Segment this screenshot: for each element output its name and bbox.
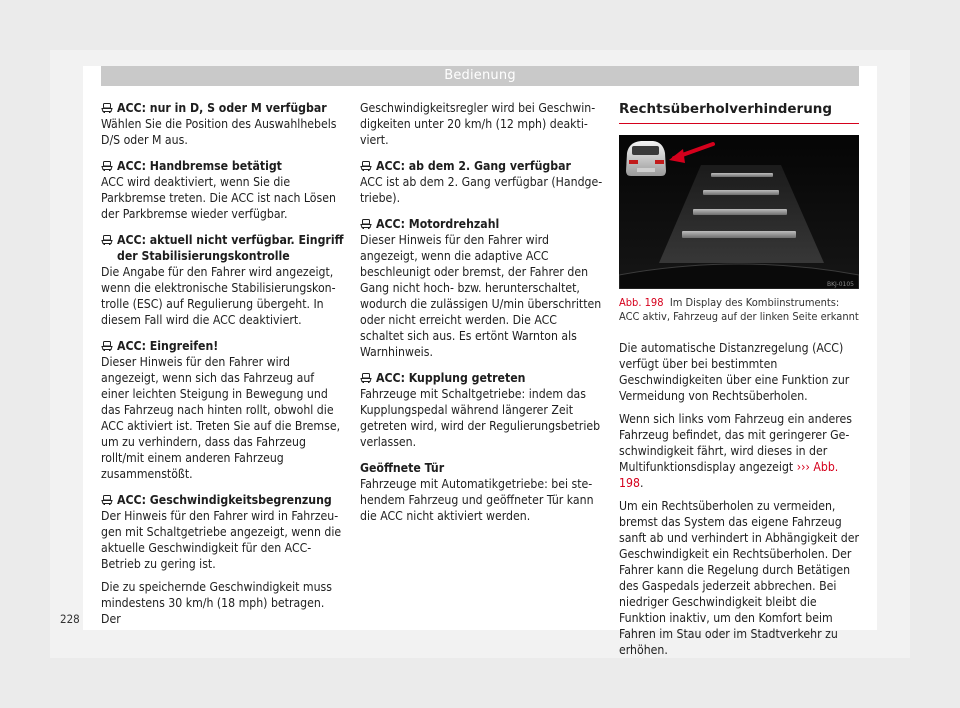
display-warning-icon bbox=[101, 234, 113, 246]
paragraph: Dieser Hinweis für den Fahrer wird angezeigt, wenn sich das Fahrzeug auf einer leichten Steigung in Bewegung und das Fahrzeug nach hinten rollt, obwohl die ACC aktiviert ist. Treten Sie auf die Bremse, um zu verhindern, dass das Fahrzeug rollt/mit einem anderen Fahrzeug zusammenstößt. bbox=[101, 355, 341, 481]
message-heading-text: ACC: Geschwindigkeitsbegrenzung bbox=[117, 493, 332, 507]
instrument-display-illustration bbox=[619, 135, 859, 289]
message-heading bbox=[101, 338, 345, 354]
detected-car-left bbox=[626, 141, 666, 176]
figure-reference-link[interactable]: ››› Abb. 198 bbox=[619, 460, 839, 490]
message-heading-text: ACC: Motordrehzahl bbox=[376, 217, 500, 231]
display-warning-icon bbox=[101, 160, 113, 172]
paragraph-text: Wenn sich links vom Fahrzeug ein anderes Fahrzeug befindet, das mit geringerer Geschwindigkeit fährt, wird dieses in der Multifunktionsdisplay angezeigt bbox=[619, 412, 852, 474]
figure-label: Abb. 198 bbox=[619, 296, 664, 309]
paragraph: Der Hinweis für den Fahrer wird in Fahrzeugen mit Schaltgetriebe angezeigt, wenn die aktuelle Geschwindigkeit für den ACC-Betrieb zu gering ist. bbox=[101, 509, 342, 571]
display-warning-icon bbox=[101, 102, 113, 114]
text-column-3 bbox=[619, 100, 859, 658]
paragraph: Wählen Sie die Position des Auswahlhebels D/S oder M aus. bbox=[101, 117, 337, 147]
paragraph: Die automatische Distanzregelung (ACC) verfügt über bei bestimmten Geschwindigkeiten über eine Funktion zur Vermeidung von Rechtsüberholen. bbox=[619, 341, 850, 403]
message-heading-text: ACC: ab dem 2. Gang verfügbar bbox=[376, 159, 571, 173]
message-heading-text: ACC: Handbremse betätigt bbox=[117, 159, 282, 173]
message-heading bbox=[101, 158, 345, 174]
distance-bar bbox=[682, 231, 796, 238]
paragraph: Fahrzeuge mit Schaltgetriebe: indem das Kupplungspedal während längerer Zeit getreten wird, wird der Regulierungsbetrieb verlassen. bbox=[360, 387, 601, 449]
paragraph: ACC wird deaktiviert, wenn Sie die Parkbremse treten. Die ACC ist nach Lösen der Parkbremse wieder verfügbar. bbox=[101, 175, 336, 221]
page-number: 228 bbox=[60, 612, 80, 626]
figure-code: BKJ-0105 bbox=[826, 281, 854, 288]
text-column-2 bbox=[360, 100, 604, 524]
paragraph: Die zu speichernde Geschwindigkeit muss mindestens 30 km/h (18 mph) betragen. Der bbox=[101, 580, 332, 626]
message-heading-text: ACC: Kupplung getreten bbox=[376, 371, 526, 385]
display-warning-icon bbox=[360, 372, 372, 384]
paragraph: Dieser Hinweis für den Fahrer wird angezeigt, wenn die adaptive ACC beschleunigt oder bremst, der Fahrer den Gang nicht hoch- bzw. herunterschaltet, wodurch die zulässigen U/min überschritten oder nicht erreicht werden. Die ACC schaltet sich aus. Es ertönt Warnton als Warnhinweis. bbox=[360, 233, 602, 359]
section-title: Rechtsüberholverhinderung bbox=[619, 100, 859, 124]
message-heading-text: ACC: aktuell nicht verfügbar. Eingriff der Stabilisierungskontrolle bbox=[117, 233, 344, 263]
subheading: Geöffnete Tür bbox=[360, 461, 445, 475]
text-column-1 bbox=[101, 100, 345, 627]
paragraph bbox=[619, 411, 859, 491]
paragraph: ACC ist ab dem 2. Gang verfügbar (Handgetriebe). bbox=[360, 175, 603, 205]
distance-bar bbox=[711, 173, 773, 177]
message-heading bbox=[360, 158, 604, 174]
paragraph: Geschwindigkeitsregler wird bei Geschwindigkeiten unter 20 km/h (12 mph) deaktiviert. bbox=[360, 101, 596, 147]
message-heading bbox=[360, 370, 604, 386]
paragraph: Die Angabe für den Fahrer wird angezeigt, wenn die elektronische Stabilisierungskontrolle (ESC) auf Regulierung übergeht. In diesem Fall wird die ACC deaktiviert. bbox=[101, 265, 336, 327]
figure-caption bbox=[619, 296, 859, 324]
paragraph: Fahrzeuge mit Automatikgetriebe: bei stehendem Fahrzeug und geöffneter Tür kann die ACC nicht aktiviert werden. bbox=[360, 477, 594, 523]
message-heading bbox=[360, 216, 604, 232]
display-warning-icon bbox=[360, 160, 372, 172]
paragraph: Um ein Rechtsüberholen zu vermeiden, bremst das System das eigene Fahrzeug sanft ab und verhindert in Abhängigkeit der Geschwindigkeit ein Rechtsüberholen. Der Fahrer kann die Regelung durch Betätigen des Gaspedals jederzeit abbrechen. Bei niedriger Geschwindigkeit bleibt die Funktion inaktiv, um den Komfort beim Fahren im Stau oder im Stadtverkehr zu erhöhen. bbox=[619, 499, 860, 657]
message-heading bbox=[101, 492, 345, 508]
figure-image bbox=[619, 135, 859, 289]
distance-bar bbox=[693, 209, 787, 215]
display-warning-icon bbox=[101, 494, 113, 506]
section-header: Bedienung bbox=[101, 66, 859, 86]
message-heading-text: ACC: nur in D, S oder M verfügbar bbox=[117, 101, 327, 115]
paragraph-text: . bbox=[639, 476, 644, 490]
message-heading bbox=[101, 232, 345, 264]
distance-bar bbox=[703, 190, 779, 195]
display-warning-icon bbox=[360, 218, 372, 230]
display-warning-icon bbox=[101, 340, 113, 352]
figure-caption-text: Im Display des Kombiinstruments: ACC aktiv, Fahrzeug auf der linken Seite erkannt bbox=[619, 296, 859, 323]
message-heading-text: ACC: Eingreifen! bbox=[117, 339, 219, 353]
message-heading bbox=[101, 100, 345, 116]
